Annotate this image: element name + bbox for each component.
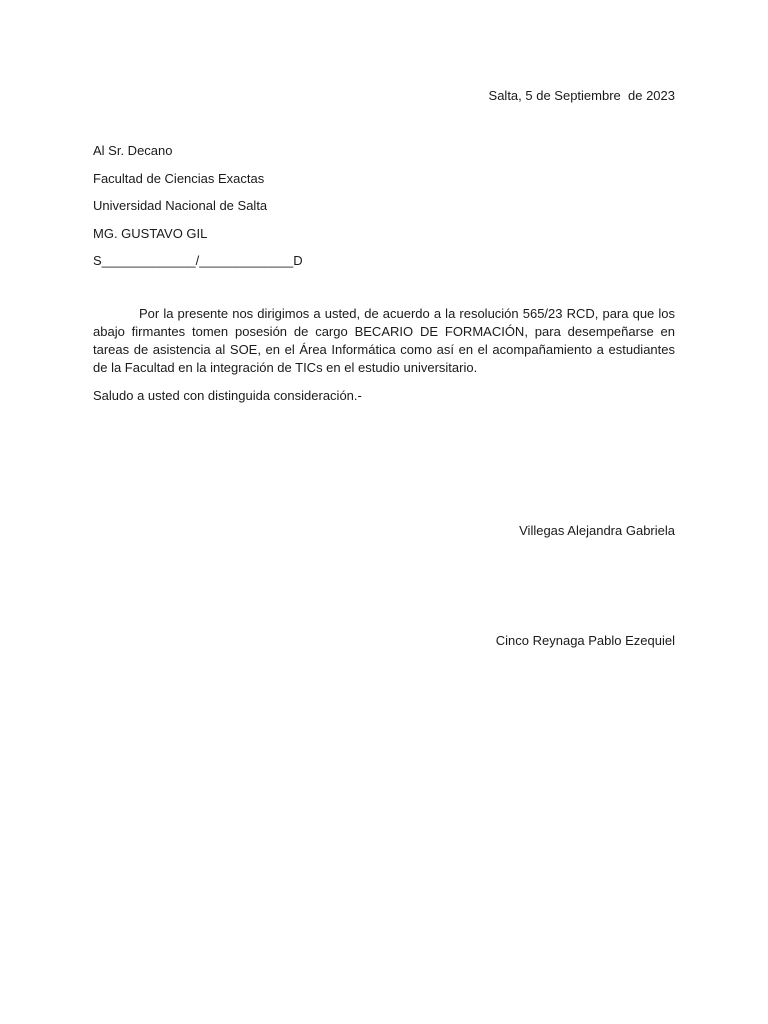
recipient-line: Al Sr. Decano <box>93 143 173 158</box>
recipient-line: Facultad de Ciencias Exactas <box>93 170 265 186</box>
recipient-line: Universidad Nacional de Salta <box>93 198 268 213</box>
signature-name: Villegas Alejandra Gabriela <box>519 523 675 538</box>
letter-body: Por la presente nos dirigimos a usted, de acuerdo a la resolución 565/23 RCD, para que los abajo firmantes tomen posesión de cargo BECARIO DE FORMACIÓN, para desempeñarse en tareas de asistencia al SOE, en el Área Informática como así en el acompañamiento a estudiantes de la Facultad en la integración de TICs en el estudio universitario. <box>93 306 675 375</box>
signature-name: Cinco Reynaga Pablo Ezequiel <box>495 633 675 648</box>
recipient-block <box>93 143 675 281</box>
letter-date: Salta, 5 de Septiembre de 2023 <box>488 88 675 103</box>
letter-greeting: Saludo a usted con distinguida consideración.- <box>93 388 362 403</box>
recipient-line: S_____________/_____________D <box>93 253 303 268</box>
recipient-line: MG. GUSTAVO GIL <box>93 225 208 241</box>
